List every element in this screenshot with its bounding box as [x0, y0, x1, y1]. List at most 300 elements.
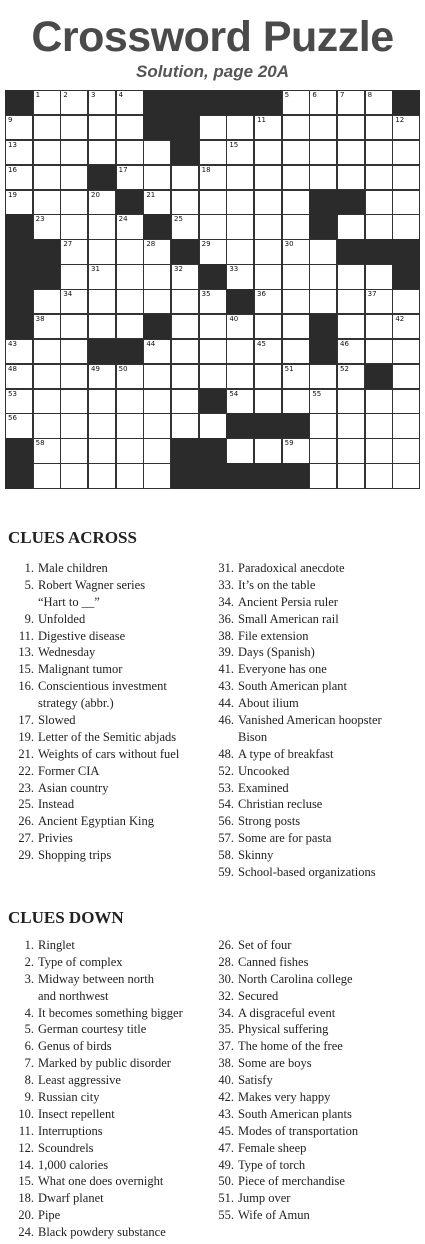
clue-number: 31. [218, 561, 234, 575]
grid-cell[interactable] [365, 214, 393, 239]
clue-number: 22. [18, 763, 34, 778]
grid-cell[interactable] [171, 314, 199, 339]
grid-cell[interactable] [143, 389, 171, 414]
grid-cell[interactable] [392, 289, 420, 314]
clue-text: Set of four [238, 938, 292, 952]
clue-number: 11. [18, 1123, 34, 1138]
clue-text: Examined [238, 780, 289, 795]
grid-cell[interactable] [365, 115, 393, 140]
clue-text: Scoundrels [38, 1140, 94, 1155]
cell-number: 18 [201, 165, 211, 174]
grid-cell[interactable] [226, 165, 254, 190]
clue-number: 16. [18, 679, 34, 694]
grid-cell[interactable] [337, 364, 365, 389]
grid-cell[interactable] [365, 140, 393, 165]
clue-number: 12. [18, 1140, 34, 1155]
grid-cell[interactable] [337, 140, 365, 165]
grid-cell[interactable] [365, 389, 393, 414]
clue-number: 51. [218, 1191, 234, 1206]
grid-cell[interactable] [60, 214, 88, 239]
grid-cell[interactable] [143, 463, 171, 488]
grid-cell[interactable] [60, 314, 88, 339]
clue-text: Secured [238, 988, 279, 1003]
grid-cell[interactable] [60, 190, 88, 215]
clue-text: German courtesy title [38, 1022, 147, 1037]
grid-cell[interactable] [33, 190, 61, 215]
grid-cell[interactable] [60, 165, 88, 190]
cell-number: 3 [91, 91, 96, 99]
grid-cell[interactable] [171, 413, 199, 438]
grid-cell[interactable] [199, 214, 227, 239]
clue-text: Wife of Amun [238, 1208, 310, 1223]
grid-cell[interactable] [392, 165, 420, 190]
grid-cell[interactable] [60, 339, 88, 364]
grid-cell[interactable] [254, 140, 282, 165]
clue-number: 32. [218, 988, 234, 1003]
grid-cell[interactable] [337, 289, 365, 314]
grid-block [226, 289, 254, 314]
clue-text: Canned fishes [238, 954, 309, 969]
clue-number: 20. [18, 1208, 34, 1223]
grid-block [33, 264, 61, 289]
clue-number: 2. [24, 954, 34, 969]
grid-cell[interactable] [309, 115, 337, 140]
clue-text: “Hart to __” [38, 594, 100, 609]
clue-number: 57. [218, 831, 234, 846]
grid-cell[interactable] [365, 90, 393, 115]
clue-text: Makes very happy [238, 1090, 331, 1105]
grid-cell[interactable] [309, 140, 337, 165]
grid-cell[interactable] [5, 165, 33, 190]
grid-cell[interactable] [88, 413, 116, 438]
grid-cell[interactable] [365, 190, 393, 215]
grid-block [5, 438, 33, 463]
grid-cell[interactable] [226, 115, 254, 140]
clue-number: 35. [218, 1022, 234, 1037]
grid-cell[interactable] [60, 90, 88, 115]
clue-number: 36. [218, 611, 234, 626]
grid-cell[interactable] [282, 115, 310, 140]
grid-cell[interactable] [226, 438, 254, 463]
grid-cell[interactable] [254, 115, 282, 140]
clue-text: About ilium [238, 696, 299, 711]
grid-cell[interactable] [392, 438, 420, 463]
grid-block [88, 339, 116, 364]
grid-block [171, 239, 199, 264]
grid-block [5, 289, 33, 314]
cell-number: 40 [229, 314, 239, 323]
grid-cell[interactable] [171, 289, 199, 314]
clue-number: 26. [18, 814, 34, 829]
grid-cell[interactable] [116, 264, 144, 289]
grid-cell[interactable] [33, 90, 61, 115]
cell-number: 20 [91, 190, 100, 199]
grid-cell[interactable] [282, 314, 310, 339]
grid-cell[interactable] [199, 339, 227, 364]
grid-cell[interactable] [88, 364, 116, 389]
grid-cell[interactable] [226, 239, 254, 264]
clue-number: 15. [18, 662, 34, 677]
grid-cell[interactable] [143, 190, 171, 215]
grid-cell[interactable] [254, 389, 282, 414]
grid-cell[interactable] [392, 413, 420, 438]
grid-cell[interactable] [392, 364, 420, 389]
clue-number: 26. [218, 938, 234, 952]
grid-cell[interactable] [282, 90, 310, 115]
grid-cell[interactable] [5, 389, 33, 414]
grid-cell[interactable] [337, 314, 365, 339]
grid-cell[interactable] [337, 339, 365, 364]
grid-block [143, 90, 171, 115]
clue-text: Midway between north [38, 971, 154, 986]
grid-cell[interactable] [365, 264, 393, 289]
grid-cell[interactable] [282, 140, 310, 165]
grid-cell[interactable] [116, 314, 144, 339]
grid-cell[interactable] [282, 339, 310, 364]
grid-cell[interactable] [254, 165, 282, 190]
clue-number: 9. [24, 611, 34, 626]
grid-cell[interactable] [254, 264, 282, 289]
clue-text: Days (Spanish) [238, 645, 315, 660]
grid-cell[interactable] [116, 438, 144, 463]
grid-cell[interactable] [199, 239, 227, 264]
grid-cell[interactable] [226, 364, 254, 389]
grid-cell[interactable] [282, 239, 310, 264]
grid-cell[interactable] [282, 264, 310, 289]
grid-cell[interactable] [309, 389, 337, 414]
grid-cell[interactable] [282, 289, 310, 314]
grid-cell[interactable] [199, 289, 227, 314]
clue-number: 21. [18, 746, 34, 761]
grid-cell[interactable] [60, 463, 88, 488]
grid-cell[interactable] [88, 314, 116, 339]
grid-cell[interactable] [365, 438, 393, 463]
grid-block [365, 364, 393, 389]
clue-text: A disgraceful event [238, 1005, 336, 1020]
grid-cell[interactable] [60, 239, 88, 264]
grid-cell[interactable] [33, 314, 61, 339]
cell-number: 19 [8, 190, 17, 199]
grid-cell[interactable] [392, 314, 420, 339]
grid-cell[interactable] [60, 438, 88, 463]
grid-cell[interactable] [143, 438, 171, 463]
clue-text: School-based organizations [238, 865, 376, 880]
grid-cell[interactable] [282, 364, 310, 389]
grid-cell[interactable] [282, 438, 310, 463]
clue-number: 49. [218, 1157, 234, 1172]
grid-cell[interactable] [88, 90, 116, 115]
grid-cell[interactable] [143, 165, 171, 190]
grid-cell[interactable] [337, 264, 365, 289]
grid-cell[interactable] [116, 413, 144, 438]
cell-number: 49 [91, 364, 100, 373]
grid-cell[interactable] [309, 90, 337, 115]
grid-cell[interactable] [116, 115, 144, 140]
cell-number: 2 [63, 91, 68, 99]
grid-cell[interactable] [254, 339, 282, 364]
grid-cell[interactable] [143, 339, 171, 364]
cell-number: 21 [146, 190, 156, 199]
grid-cell[interactable] [171, 339, 199, 364]
grid-cell[interactable] [282, 190, 310, 215]
grid-cell[interactable] [5, 140, 33, 165]
grid-cell[interactable] [33, 413, 61, 438]
grid-cell[interactable] [33, 289, 61, 314]
grid-cell[interactable] [337, 413, 365, 438]
clue-number: 33. [218, 577, 234, 592]
grid-cell[interactable] [309, 264, 337, 289]
grid-cell[interactable] [60, 289, 88, 314]
cell-number: 44 [146, 339, 156, 348]
grid-cell[interactable] [88, 463, 116, 488]
grid-cell[interactable] [5, 364, 33, 389]
grid-block [392, 90, 420, 115]
grid-cell[interactable] [365, 314, 393, 339]
clue-number: 34. [218, 594, 234, 609]
grid-cell[interactable] [365, 413, 393, 438]
grid-cell[interactable] [337, 115, 365, 140]
grid-cell[interactable] [88, 389, 116, 414]
grid-cell[interactable] [33, 389, 61, 414]
grid-block [199, 463, 227, 488]
across-heading: CLUES ACROSS [8, 528, 137, 547]
grid-cell[interactable] [88, 115, 116, 140]
clue-number: 17. [18, 713, 34, 728]
grid-cell[interactable] [199, 314, 227, 339]
clue-number: 29. [18, 848, 34, 863]
grid-cell[interactable] [88, 190, 116, 215]
grid-cell[interactable] [171, 214, 199, 239]
grid-cell[interactable] [116, 90, 144, 115]
grid-cell[interactable] [116, 289, 144, 314]
clue-number: 52. [218, 763, 234, 778]
clue-number: 34. [218, 1005, 234, 1020]
grid-cell[interactable] [143, 364, 171, 389]
grid-cell[interactable] [88, 214, 116, 239]
grid-cell[interactable] [199, 413, 227, 438]
grid-cell[interactable] [60, 413, 88, 438]
solution-reference: Solution, page 20A [135, 62, 290, 81]
clue-text: Former CIA [38, 763, 100, 778]
grid-cell[interactable] [171, 165, 199, 190]
grid-cell[interactable] [88, 289, 116, 314]
grid-cell[interactable] [226, 190, 254, 215]
clue-number: 18. [18, 1191, 34, 1206]
grid-cell[interactable] [309, 463, 337, 488]
grid-block [199, 438, 227, 463]
grid-cell[interactable] [116, 364, 144, 389]
grid-cell[interactable] [143, 140, 171, 165]
grid-cell[interactable] [282, 389, 310, 414]
grid-cell[interactable] [337, 463, 365, 488]
grid-cell[interactable] [282, 165, 310, 190]
grid-cell[interactable] [116, 165, 144, 190]
cell-number: 25 [174, 215, 183, 224]
grid-cell[interactable] [60, 115, 88, 140]
cell-number: 34 [63, 290, 73, 298]
grid-cell[interactable] [88, 264, 116, 289]
grid-cell[interactable] [60, 389, 88, 414]
grid-block [5, 90, 33, 115]
grid-cell[interactable] [5, 413, 33, 438]
grid-cell[interactable] [254, 239, 282, 264]
grid-cell[interactable] [88, 239, 116, 264]
grid-cell[interactable] [199, 115, 227, 140]
clue-number: 43. [218, 679, 234, 694]
grid-cell[interactable] [33, 339, 61, 364]
clue-text: Skinny [238, 848, 274, 863]
grid-cell[interactable] [226, 214, 254, 239]
grid-cell[interactable] [226, 140, 254, 165]
grid-cell[interactable] [143, 289, 171, 314]
cell-number: 27 [63, 240, 73, 249]
grid-cell[interactable] [171, 389, 199, 414]
grid-cell[interactable] [116, 140, 144, 165]
grid-cell[interactable] [392, 190, 420, 215]
grid-block [392, 239, 420, 264]
crossword-grid [5, 90, 420, 488]
grid-cell[interactable] [33, 140, 61, 165]
grid-cell[interactable] [33, 214, 61, 239]
grid-cell[interactable] [116, 239, 144, 264]
grid-cell[interactable] [282, 214, 310, 239]
grid-cell[interactable] [254, 314, 282, 339]
clue-text: Instead [38, 797, 75, 812]
grid-cell[interactable] [365, 463, 393, 488]
grid-block [143, 214, 171, 239]
grid-cell[interactable] [392, 339, 420, 364]
grid-cell[interactable] [309, 364, 337, 389]
grid-cell[interactable] [199, 140, 227, 165]
clue-number: 47. [218, 1140, 234, 1155]
clue-text: Black powdery substance [38, 1225, 166, 1240]
grid-cell[interactable] [60, 364, 88, 389]
grid-block [254, 463, 282, 488]
grid-cell[interactable] [337, 389, 365, 414]
grid-cell[interactable] [365, 165, 393, 190]
grid-cell[interactable] [254, 364, 282, 389]
clue-number: 30. [218, 971, 234, 986]
grid-block [171, 115, 199, 140]
grid-cell[interactable] [365, 289, 393, 314]
grid-cell[interactable] [392, 214, 420, 239]
cell-number: 16 [8, 165, 17, 174]
clue-text: A type of breakfast [238, 746, 334, 761]
grid-cell[interactable] [143, 239, 171, 264]
clue-number: 54. [218, 797, 234, 812]
clue-text: Privies [38, 831, 73, 846]
grid-cell[interactable] [392, 140, 420, 165]
grid-cell[interactable] [33, 364, 61, 389]
clue-number: 11. [18, 628, 34, 643]
cell-number: 53 [8, 389, 17, 398]
cell-number: 58 [35, 439, 45, 448]
grid-cell[interactable] [392, 389, 420, 414]
grid-cell[interactable] [33, 438, 61, 463]
clue-text: It becomes something bigger [38, 1005, 183, 1020]
clue-text: Ringlet [38, 938, 75, 952]
grid-block [365, 239, 393, 264]
cell-number: 8 [367, 91, 373, 99]
grid-cell[interactable] [309, 438, 337, 463]
grid-block [199, 389, 227, 414]
grid-cell[interactable] [254, 438, 282, 463]
grid-cell[interactable] [254, 214, 282, 239]
clue-text: Christian recluse [238, 797, 323, 812]
grid-cell[interactable] [392, 463, 420, 488]
grid-cell[interactable] [116, 389, 144, 414]
grid-cell[interactable] [254, 190, 282, 215]
grid-cell[interactable] [392, 115, 420, 140]
grid-cell[interactable] [88, 438, 116, 463]
grid-cell[interactable] [33, 463, 61, 488]
cell-number: 37 [367, 290, 377, 298]
clue-number: 24. [18, 1225, 34, 1240]
grid-cell[interactable] [5, 190, 33, 215]
grid-cell[interactable] [60, 264, 88, 289]
grid-block [254, 413, 282, 438]
grid-block [309, 339, 337, 364]
grid-cell[interactable] [309, 239, 337, 264]
grid-cell[interactable] [33, 165, 61, 190]
clue-number: 55. [218, 1208, 234, 1223]
grid-cell[interactable] [254, 289, 282, 314]
clue-number: 23. [18, 780, 34, 795]
grid-cell[interactable] [5, 115, 33, 140]
grid-block [199, 264, 227, 289]
grid-cell[interactable] [337, 90, 365, 115]
grid-cell[interactable] [60, 140, 88, 165]
grid-cell[interactable] [116, 463, 144, 488]
clue-text: Small American rail [238, 611, 339, 626]
grid-cell[interactable] [171, 364, 199, 389]
grid-block [171, 463, 199, 488]
grid-cell[interactable] [226, 314, 254, 339]
grid-cell[interactable] [226, 339, 254, 364]
grid-cell[interactable] [143, 264, 171, 289]
grid-cell[interactable] [116, 214, 144, 239]
grid-cell[interactable] [309, 413, 337, 438]
grid-cell[interactable] [199, 364, 227, 389]
cell-number: 45 [257, 339, 266, 348]
grid-cell[interactable] [337, 214, 365, 239]
clue-number: 4. [24, 1005, 34, 1020]
grid-cell[interactable] [199, 165, 227, 190]
grid-cell[interactable] [309, 289, 337, 314]
cell-number: 36 [257, 290, 266, 298]
grid-cell[interactable] [171, 190, 199, 215]
grid-cell[interactable] [199, 190, 227, 215]
grid-cell[interactable] [143, 413, 171, 438]
grid-cell[interactable] [171, 264, 199, 289]
grid-cell[interactable] [88, 140, 116, 165]
clue-text: Satisfy [238, 1073, 273, 1088]
clue-text: Slowed [38, 713, 76, 728]
grid-cell[interactable] [33, 115, 61, 140]
grid-cell[interactable] [365, 339, 393, 364]
clue-number: 44. [218, 696, 234, 711]
cell-number: 1 [35, 91, 41, 99]
clue-number: 40. [218, 1073, 234, 1088]
grid-cell[interactable] [309, 165, 337, 190]
grid-cell[interactable] [5, 339, 33, 364]
cell-number: 12 [395, 115, 405, 124]
grid-cell[interactable] [337, 438, 365, 463]
grid-cell[interactable] [226, 264, 254, 289]
grid-cell[interactable] [226, 389, 254, 414]
grid-cell[interactable] [337, 165, 365, 190]
cell-number: 15 [229, 140, 239, 149]
